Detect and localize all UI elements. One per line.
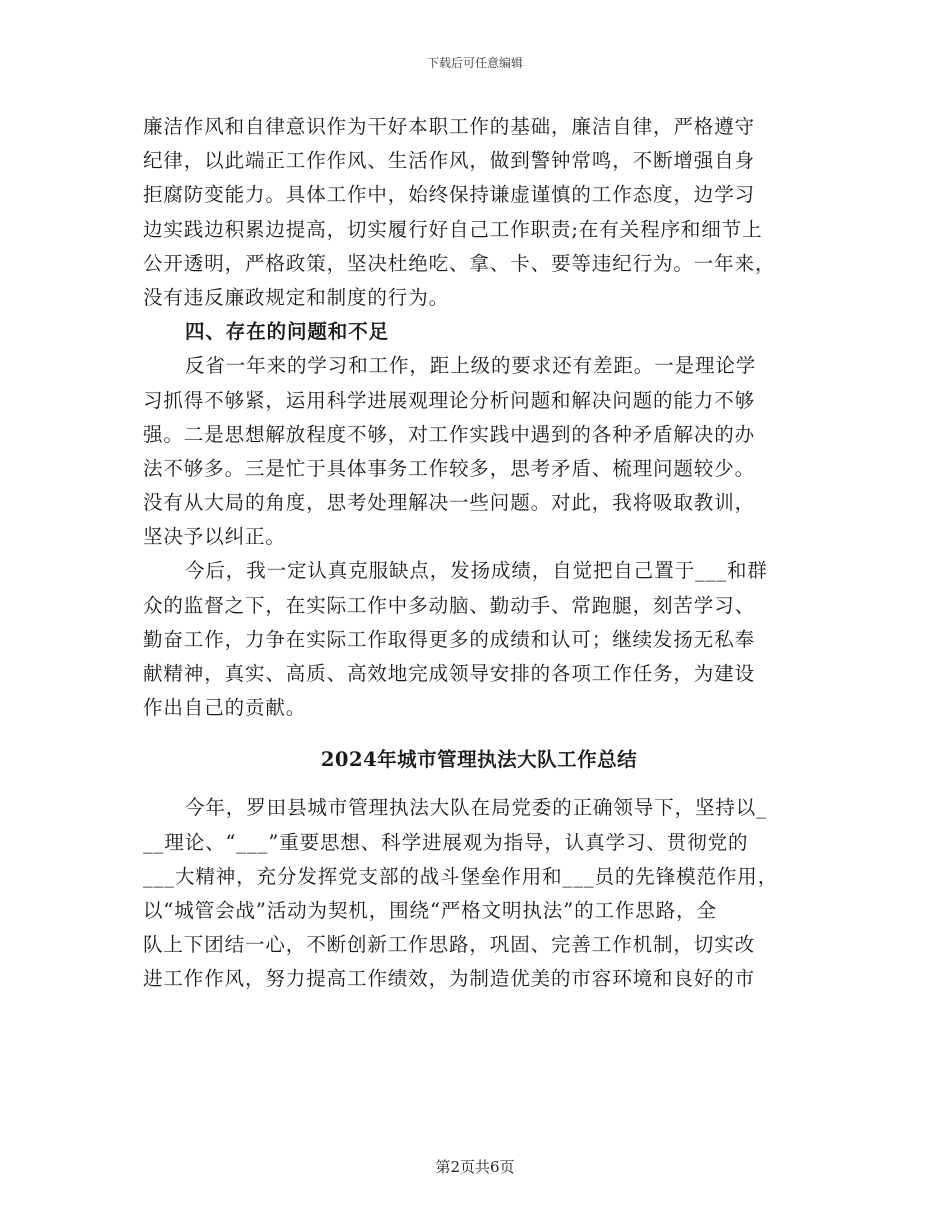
text-line: 反省一年来的学习和工作，距上级的要求还有差距。一是理论学 [185,354,757,378]
section-heading: 四、存在的问题和不足 [185,320,390,344]
text-line: 队上下团结一心，不断创新工作思路，巩固、完善工作机制，切实改 [143,933,756,957]
text-line: 习抓得不够紧，运用科学进展观理论分析问题和解决问题的能力不够 [143,388,756,412]
text-line: 强。二是思想解放程度不够，对工作实践中遇到的各种矛盾解决的办 [143,422,756,446]
text-line: ___大精神，充分发挥党支部的战斗堡垒作用和___员的先锋模范作用， [143,864,779,888]
text-line: 没有违反廉政规定和制度的行为。 [143,285,450,309]
text-line: __理论、“___”重要思想、科学进展观为指导，认真学习、贯彻党的 [143,830,749,854]
page-header: 下载后可任意编辑 [426,56,523,70]
text-line: 拒腐防变能力。具体工作中，始终保持谦虚谨慎的工作态度，边学习 [143,183,756,207]
page-footer: 第2页共6页 [435,1158,515,1176]
text-line: 公开透明，严格政策，坚决杜绝吃、拿、卡、要等违纪行为。一年来， [143,251,776,275]
text-line: 以“城管会战”活动为契机，围绕“严格文明执法”的工作思路，全 [143,898,717,922]
text-line: 廉洁作风和自律意识作为干好本职工作的基础，廉洁自律，严格遵守 [143,115,756,138]
text-line: 进工作作风，努力提高工作绩效，为制造优美的市容环境和良好的市 [143,967,756,991]
text-line: 法不够多。三是忙于具体事务工作较多，思考矛盾、梳理问题较少。 [143,456,756,480]
text-line: 没有从大局的角度，思考处理解决一些问题。对此，我将吸取教训， [143,491,756,515]
text-line: 众的监督之下，在实际工作中多动脑、勤动手、常跑腿，刻苦学习、 [143,593,756,617]
text-line: 纪律，以此端正工作作风、生活作风，做到警钟常鸣，不断增强自身 [143,149,756,173]
article-title: 2024年城市管理执法大队工作总结 [320,748,638,772]
text-line: 勤奋工作，力争在实际工作取得更多的成绩和认可；继续发扬无私奉 [143,627,756,651]
text-line: 献精神，真实、高质、高效地完成领导安排的各项工作任务，为建设 [143,662,756,685]
document-body [143,110,815,997]
text-line: 坚决予以纠正。 [143,525,286,549]
text-line: 今后，我一定认真克服缺点，发扬成绩，自觉把自己置于___和群 [185,559,768,583]
text-line: 作出自己的贡献。 [143,696,307,720]
text-line: 边实践边积累边提高，切实履行好自己工作职责;在有关程序和细节上 [143,217,763,241]
text-line: 今年，罗田县城市管理执法大队在局党委的正确领导下，坚持以_ [185,796,767,820]
